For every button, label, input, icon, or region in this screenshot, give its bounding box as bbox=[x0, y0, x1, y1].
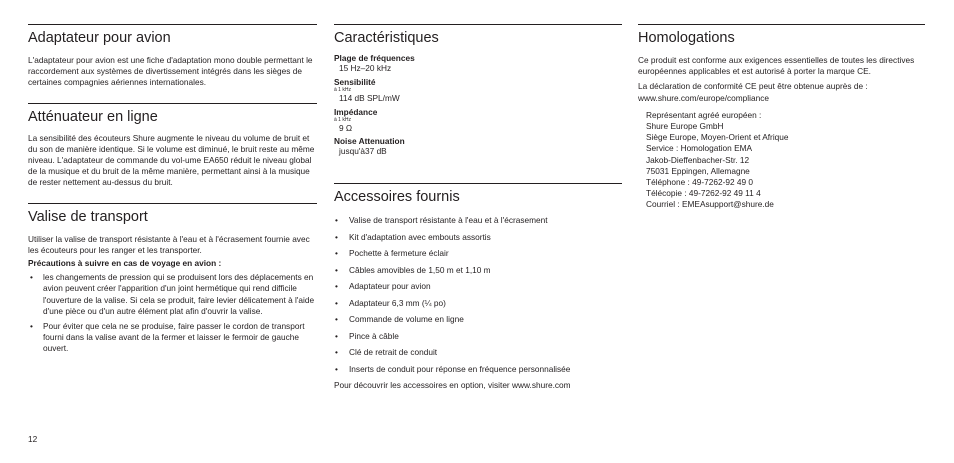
spec-value: 114 dB SPL/mW bbox=[339, 93, 400, 103]
section-divider bbox=[334, 183, 622, 184]
spec-note: à 1 kHz bbox=[334, 87, 351, 93]
middle-column bbox=[334, 0, 622, 391]
spec-label: Noise Attenuation bbox=[334, 136, 405, 146]
spec-label: Plage de fréquences bbox=[334, 53, 415, 63]
rep-line: Téléphone : 49-7262-92 49 0 bbox=[646, 177, 754, 188]
list-item: • Commande de volume en ligne bbox=[334, 314, 622, 325]
precautions-list bbox=[28, 272, 317, 354]
adaptateur-text: L'adaptateur pour avion est une fiche d'adaptation mono double permettant le raccordement aux systèmes de divertissement intégrés dans les sièges de certaines compagnies aériennes internationales. bbox=[28, 55, 313, 88]
spec-item bbox=[334, 53, 622, 74]
valise-text: Utiliser la valise de transport résistante à l'eau et à l'écrasement fournie avec les écouteurs pour les ranger et les transporter. bbox=[28, 233, 310, 255]
precautions-heading: Précautions à suivre en cas de voyage en avion : bbox=[28, 258, 222, 269]
section-divider bbox=[334, 24, 622, 25]
accessoires-title: Accessoires fournis bbox=[334, 189, 460, 205]
attenuateur-title: Atténuateur en ligne bbox=[28, 108, 158, 125]
rep-line: Shure Europe GmbH bbox=[646, 121, 724, 132]
spec-item bbox=[334, 136, 622, 157]
list-item: • Kit d'adaptation avec embouts assortis bbox=[334, 232, 622, 243]
list-item: • Câbles amovibles de 1,50 m et 1,10 m bbox=[334, 265, 622, 276]
rep-line: Jakob-Dieffenbacher-Str. 12 bbox=[646, 154, 750, 165]
valise-title: Valise de transport bbox=[28, 208, 148, 225]
list-item: • Clé de retrait de conduit bbox=[334, 347, 622, 358]
homologations-text-1: Ce produit est conforme aux exigences essentielles de toutes les directives européennes applicables et est autorisé à porter la marque CE. bbox=[638, 55, 915, 77]
section-divider bbox=[28, 24, 317, 25]
spec-label: Impédance bbox=[334, 107, 378, 117]
list-item: • Pince à câble bbox=[334, 331, 622, 342]
list-item: • Inserts de conduit pour réponse en fréquence personnalisée bbox=[334, 364, 622, 375]
adaptateur-title: Adaptateur pour avion bbox=[28, 30, 171, 46]
spec-value: 9 Ω bbox=[339, 123, 353, 133]
representative-block bbox=[638, 110, 925, 211]
accessoires-footer: Pour découvrir les accessoires en option, visiter www.shure.com bbox=[334, 379, 571, 390]
attenuateur-text: La sensibilité des écouteurs Shure augmente le niveau du volume de bruit et du son de manière identique. Si le volume est diminué, le bruit reste au même niveau. L'adaptateur de commande du vol-ume EA650 réduit le niveau global de la musique et du bruit de la même manière, permettant ainsi à la musique de rester nettement au-dessus du bruit. bbox=[28, 132, 315, 188]
list-item: • Pour éviter que cela ne se produise, faire passer le cordon de transport fourni dans la valise avant de la fermer et laisser le fermoir de gauche ouvert. bbox=[28, 321, 317, 355]
rep-line: 75031 Eppingen, Allemagne bbox=[646, 165, 750, 176]
rep-line: Courriel : EMEAsupport@shure.de bbox=[646, 199, 774, 210]
rep-line: Siège Europe, Moyen-Orient et Afrique bbox=[646, 132, 789, 143]
right-column bbox=[638, 0, 925, 211]
spec-value: jusqu'à37 dB bbox=[339, 146, 387, 156]
list-item: • les changements de pression qui se produisent lors des déplacements en avion peuvent créer l'apparition d'un joint hermétique qui rend difficile l'ouverture de la valise. Si cela se produit, faire levier délicatement à l'aide d'une pièce ou d'un autre élément plat afin d'ouvrir la valise. bbox=[28, 272, 317, 317]
page-number: 12 bbox=[28, 434, 38, 444]
spec-note: à 1 kHz bbox=[334, 117, 351, 123]
rep-line: Service : Homologation EMA bbox=[646, 143, 753, 154]
homologations-text-2: La déclaration de conformité CE peut être obtenue auprès de : www.shure.com/europe/compliance bbox=[638, 81, 868, 103]
homologations-title: Homologations bbox=[638, 30, 735, 46]
accessoires-list bbox=[334, 215, 622, 375]
spec-value: 15 Hz–20 kHz bbox=[339, 63, 392, 73]
section-divider bbox=[28, 203, 317, 204]
section-divider bbox=[28, 103, 317, 104]
left-column bbox=[28, 0, 317, 355]
section-divider bbox=[638, 24, 925, 25]
list-item: • Valise de transport résistante à l'eau et à l'écrasement bbox=[334, 215, 622, 226]
spec-list bbox=[334, 53, 622, 157]
rep-line: Télécopie : 49-7262-92 49 11 4 bbox=[646, 188, 761, 199]
caracteristiques-title: Caractéristiques bbox=[334, 30, 439, 46]
spec-item bbox=[334, 107, 622, 134]
list-item: • Adaptateur pour avion bbox=[334, 281, 622, 292]
list-item: • Adaptateur 6,3 mm (¼ po) bbox=[334, 298, 622, 309]
spec-label: Sensibilité bbox=[334, 77, 376, 87]
list-item: • Pochette à fermeture éclair bbox=[334, 248, 622, 259]
spec-item bbox=[334, 77, 622, 104]
rep-line: Représentant agréé européen : bbox=[646, 109, 762, 120]
